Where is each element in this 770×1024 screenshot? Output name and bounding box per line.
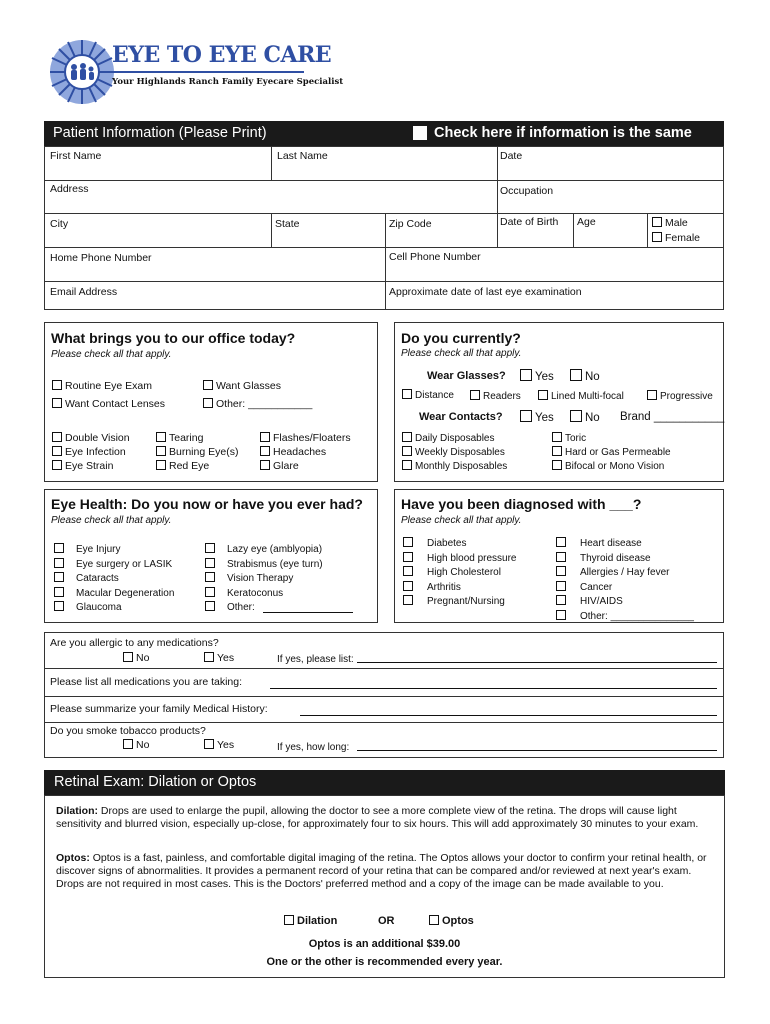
eye-infection-option[interactable]: Eye Infection bbox=[52, 446, 126, 458]
eye-health-checkbox[interactable] bbox=[54, 558, 64, 568]
eye-health-item[interactable]: Lazy eye (amblyopia) bbox=[205, 543, 323, 558]
double-vision-checkbox[interactable] bbox=[52, 432, 62, 442]
currently-panel bbox=[394, 322, 724, 482]
optos-paragraph bbox=[56, 852, 716, 891]
tearing-option[interactable]: Tearing bbox=[156, 432, 203, 444]
other-reason-checkbox[interactable] bbox=[203, 398, 213, 408]
allergic-yes-checkbox[interactable] bbox=[204, 652, 214, 662]
dilation-checkbox[interactable] bbox=[284, 915, 294, 925]
retinal-title: Retinal Exam: Dilation or Optos bbox=[54, 774, 257, 790]
want-contacts-option[interactable]: Want Contact Lenses bbox=[52, 398, 165, 410]
eye-health-checkbox[interactable] bbox=[205, 558, 215, 568]
bifocal-checkbox[interactable] bbox=[552, 460, 562, 470]
diagnosed-item[interactable]: Pregnant/Nursing bbox=[403, 595, 517, 610]
wear-contacts-label: Wear Contacts? bbox=[419, 411, 503, 423]
eye-strain-checkbox[interactable] bbox=[52, 460, 62, 470]
hard-gas-checkbox[interactable] bbox=[552, 446, 562, 456]
family-history-line[interactable] bbox=[300, 715, 717, 716]
contacts-yes-option[interactable]: Yes bbox=[520, 410, 554, 424]
wear-glasses-label: Wear Glasses? bbox=[427, 370, 506, 382]
allergic-yes-option[interactable]: Yes bbox=[204, 652, 234, 664]
tobacco-duration-label: If yes, how long: bbox=[277, 742, 350, 753]
eye-health-other-line[interactable] bbox=[263, 612, 353, 613]
diagnosed-item[interactable]: Heart disease bbox=[556, 537, 694, 552]
tobacco-no-option[interactable]: No bbox=[123, 739, 149, 751]
eye-health-item[interactable]: Macular Degeneration bbox=[54, 587, 174, 602]
eye-health-item[interactable]: Eye Injury bbox=[54, 543, 174, 558]
tobacco-no-checkbox[interactable] bbox=[123, 739, 133, 749]
glasses-yes-checkbox[interactable] bbox=[520, 369, 532, 381]
diagnosed-item[interactable]: Arthritis bbox=[403, 581, 517, 596]
diagnosed-col2 bbox=[556, 537, 694, 624]
eye-health-item[interactable]: Cataracts bbox=[54, 572, 174, 587]
logo bbox=[48, 38, 116, 106]
address-field[interactable]: Address bbox=[50, 183, 89, 195]
eye-health-item[interactable]: Other: bbox=[205, 601, 323, 616]
diagnosed-title: Have you been diagnosed with ___? bbox=[401, 496, 642, 512]
eye-health-title: Eye Health: Do you now or have you ever had? bbox=[51, 496, 363, 512]
male-checkbox[interactable] bbox=[652, 217, 662, 227]
eye-health-subtitle: Please check all that apply. bbox=[51, 515, 172, 526]
diagnosed-checkbox[interactable] bbox=[556, 552, 566, 562]
diagnosed-item[interactable]: Allergies / Hay fever bbox=[556, 566, 694, 581]
male-option[interactable]: Male bbox=[652, 217, 688, 229]
eye-health-checkbox[interactable] bbox=[54, 543, 64, 553]
allergic-no-checkbox[interactable] bbox=[123, 652, 133, 662]
diagnosed-item[interactable]: HIV/AIDS bbox=[556, 595, 694, 610]
headaches-checkbox[interactable] bbox=[260, 446, 270, 456]
allergy-list-label: If yes, please list: bbox=[277, 654, 354, 665]
medications-line[interactable] bbox=[270, 688, 717, 689]
email-field[interactable]: Email Address bbox=[50, 286, 118, 298]
contacts-yes-checkbox[interactable] bbox=[520, 410, 532, 422]
city-field[interactable]: City bbox=[50, 218, 69, 230]
eye-strain-option[interactable]: Eye Strain bbox=[52, 460, 113, 472]
headaches-option[interactable]: Headaches bbox=[260, 446, 326, 458]
eye-health-item[interactable]: Glaucoma bbox=[54, 601, 174, 616]
diagnosed-checkbox[interactable] bbox=[556, 537, 566, 547]
glasses-no-option[interactable]: No bbox=[570, 369, 600, 383]
double-vision-option[interactable]: Double Vision bbox=[52, 432, 130, 444]
visit-reason-title: What brings you to our office today? bbox=[51, 330, 296, 346]
cell-phone-field[interactable]: Cell Phone Number bbox=[389, 251, 481, 263]
zip-field[interactable]: Zip Code bbox=[389, 218, 432, 230]
optos-cost-note: Optos is an additional $39.00 bbox=[308, 938, 461, 950]
diagnosed-checkbox[interactable] bbox=[556, 610, 566, 620]
diagnosed-checkbox[interactable] bbox=[403, 566, 413, 576]
want-glasses-checkbox[interactable] bbox=[203, 380, 213, 390]
diagnosed-checkbox[interactable] bbox=[403, 552, 413, 562]
lined-multifocal-checkbox[interactable] bbox=[538, 390, 548, 400]
readers-checkbox[interactable] bbox=[470, 390, 480, 400]
glare-checkbox[interactable] bbox=[260, 460, 270, 470]
bifocal-option[interactable]: Bifocal or Mono Vision bbox=[552, 460, 664, 472]
diagnosed-item[interactable]: High Cholesterol bbox=[403, 566, 517, 581]
first-name-field[interactable]: First Name bbox=[50, 150, 102, 162]
optos-checkbox[interactable] bbox=[429, 915, 439, 925]
same-info-checkbox[interactable] bbox=[413, 126, 427, 140]
eye-health-item[interactable]: Eye surgery or LASIK bbox=[54, 558, 174, 573]
age-field[interactable]: Age bbox=[577, 216, 596, 228]
burning-checkbox[interactable] bbox=[156, 446, 166, 456]
weekly-checkbox[interactable] bbox=[402, 446, 412, 456]
progressive-option[interactable]: Progressive bbox=[647, 390, 713, 402]
tobacco-yes-option[interactable]: Yes bbox=[204, 739, 234, 751]
dilation-text: Drops are used to enlarge the pupil, allowing the doctor to see a more complete view of the retina. The drops will cause light sensitivity and blurred vision, especially up-close, for approximately four to six hours. This will add approximately 30 minutes to your exam. bbox=[56, 805, 699, 830]
diagnosed-item[interactable]: High blood pressure bbox=[403, 552, 517, 567]
optos-text: Optos is a fast, painless, and comfortable digital imaging of the retina. The Optos allows your doctor to confirm your retinal health, or discover signs of abnormalities. It provides a permanent record of your retina that can be compared and/or reviewed at next year's exam. Drops are not required in most cases. This is the Doctors' preferred method and a copy of the image can be made available to you. bbox=[56, 852, 707, 890]
glare-option[interactable]: Glare bbox=[260, 460, 299, 472]
red-eye-option[interactable]: Red Eye bbox=[156, 460, 209, 472]
eye-health-item[interactable]: Keratoconus bbox=[205, 587, 323, 602]
logo-emblem-icon bbox=[48, 38, 116, 106]
eye-health-checkbox[interactable] bbox=[205, 601, 215, 611]
state-field[interactable]: State bbox=[275, 218, 300, 230]
diagnosed-item[interactable]: Thyroid disease bbox=[556, 552, 694, 567]
progressive-checkbox[interactable] bbox=[647, 390, 657, 400]
patient-info-grid bbox=[44, 146, 724, 310]
brand-underline bbox=[112, 71, 304, 73]
diagnosed-item[interactable]: Diabetes bbox=[403, 537, 517, 552]
dob-field[interactable]: Date of Birth bbox=[500, 216, 559, 228]
eye-health-checkbox[interactable] bbox=[54, 572, 64, 582]
last-exam-field[interactable]: Approximate date of last eye examination bbox=[389, 286, 582, 298]
brand-tagline: Your Highlands Ranch Family Eyecare Specialist bbox=[112, 77, 344, 87]
want-contacts-checkbox[interactable] bbox=[52, 398, 62, 408]
diagnosed-checkbox[interactable] bbox=[403, 537, 413, 547]
tearing-checkbox[interactable] bbox=[156, 432, 166, 442]
eye-health-item[interactable]: Strabismus (eye turn) bbox=[205, 558, 323, 573]
flashes-checkbox[interactable] bbox=[260, 432, 270, 442]
contacts-no-option[interactable]: No bbox=[570, 410, 600, 424]
dilation-paragraph bbox=[56, 805, 716, 831]
other-reason-option[interactable]: Other: ___________ bbox=[203, 398, 312, 410]
retinal-header bbox=[44, 770, 725, 795]
monthly-option[interactable]: Monthly Disposables bbox=[402, 460, 507, 472]
distance-checkbox[interactable] bbox=[402, 389, 412, 399]
diagnosed-checkbox[interactable] bbox=[556, 595, 566, 605]
daily-checkbox[interactable] bbox=[402, 432, 412, 442]
or-label: OR bbox=[378, 915, 395, 927]
monthly-checkbox[interactable] bbox=[402, 460, 412, 470]
home-phone-field[interactable]: Home Phone Number bbox=[50, 252, 152, 264]
occupation-field[interactable]: Occupation bbox=[500, 185, 554, 197]
readers-option[interactable]: Readers bbox=[470, 390, 521, 402]
eye-health-checkbox[interactable] bbox=[54, 601, 64, 611]
eye-infection-checkbox[interactable] bbox=[52, 446, 62, 456]
weekly-option[interactable]: Weekly Disposables bbox=[402, 446, 505, 458]
glasses-yes-option[interactable]: Yes bbox=[520, 369, 554, 383]
daily-option[interactable]: Daily Disposables bbox=[402, 432, 494, 444]
burning-option[interactable]: Burning Eye(s) bbox=[156, 446, 238, 458]
tobacco-duration-line[interactable] bbox=[357, 750, 717, 751]
date-field[interactable]: Date bbox=[500, 150, 523, 162]
toric-checkbox[interactable] bbox=[552, 432, 562, 442]
brand-field[interactable]: Brand ___________ bbox=[620, 411, 725, 423]
distance-option[interactable]: Distance bbox=[402, 389, 454, 401]
want-glasses-option[interactable]: Want Glasses bbox=[203, 380, 281, 392]
patient-info-title: Patient Information (Please Print) bbox=[53, 125, 267, 141]
diagnosed-item[interactable]: Cancer bbox=[556, 581, 694, 596]
eye-health-col2 bbox=[205, 543, 323, 616]
eye-health-checkbox[interactable] bbox=[54, 587, 64, 597]
red-eye-checkbox[interactable] bbox=[156, 460, 166, 470]
glasses-no-checkbox[interactable] bbox=[570, 369, 582, 381]
eye-health-col1 bbox=[54, 543, 174, 616]
lined-multifocal-option[interactable]: Lined Multi-focal bbox=[538, 390, 624, 402]
routine-exam-checkbox[interactable] bbox=[52, 380, 62, 390]
optos-label: Optos: bbox=[56, 852, 90, 864]
female-checkbox[interactable] bbox=[652, 232, 662, 242]
eye-health-checkbox[interactable] bbox=[205, 587, 215, 597]
diagnosed-checkbox[interactable] bbox=[556, 566, 566, 576]
optos-option[interactable]: Optos bbox=[429, 915, 474, 927]
tobacco-question: Do you smoke tobacco products? bbox=[50, 725, 206, 737]
visit-reason-subtitle: Please check all that apply. bbox=[51, 349, 172, 360]
last-name-field[interactable]: Last Name bbox=[277, 150, 328, 162]
currently-title: Do you currently? bbox=[401, 330, 521, 346]
toric-option[interactable]: Toric bbox=[552, 432, 586, 444]
eye-health-checkbox[interactable] bbox=[205, 572, 215, 582]
same-info-label: Check here if information is the same bbox=[434, 125, 692, 141]
brand-name: EYE TO EYE CARE bbox=[112, 42, 332, 68]
eye-health-item[interactable]: Vision Therapy bbox=[205, 572, 323, 587]
eye-health-checkbox[interactable] bbox=[205, 543, 215, 553]
diagnosed-checkbox[interactable] bbox=[403, 581, 413, 591]
diagnosed-checkbox[interactable] bbox=[403, 595, 413, 605]
female-option[interactable]: Female bbox=[652, 232, 700, 244]
patient-info-header bbox=[44, 121, 724, 146]
allergy-list-line[interactable] bbox=[357, 662, 717, 663]
contacts-no-checkbox[interactable] bbox=[570, 410, 582, 422]
family-history-label: Please summarize your family Medical History: bbox=[50, 703, 268, 715]
diagnosed-item[interactable]: Other: _______________ bbox=[556, 610, 694, 625]
currently-subtitle: Please check all that apply. bbox=[401, 348, 522, 359]
dilation-option[interactable]: Dilation bbox=[284, 915, 337, 927]
flashes-option[interactable]: Flashes/Floaters bbox=[260, 432, 351, 444]
diagnosed-col1 bbox=[403, 537, 517, 610]
hard-gas-option[interactable]: Hard or Gas Permeable bbox=[552, 446, 671, 458]
tobacco-yes-checkbox[interactable] bbox=[204, 739, 214, 749]
diagnosed-checkbox[interactable] bbox=[556, 581, 566, 591]
medications-label: Please list all medications you are taking: bbox=[50, 676, 243, 688]
recommendation-note: One or the other is recommended every year. bbox=[266, 956, 503, 968]
allergic-question: Are you allergic to any medications? bbox=[50, 637, 219, 649]
allergic-no-option[interactable]: No bbox=[123, 652, 149, 664]
routine-exam-option[interactable]: Routine Eye Exam bbox=[52, 380, 152, 392]
dilation-label: Dilation: bbox=[56, 805, 98, 817]
diagnosed-subtitle: Please check all that apply. bbox=[401, 515, 522, 526]
